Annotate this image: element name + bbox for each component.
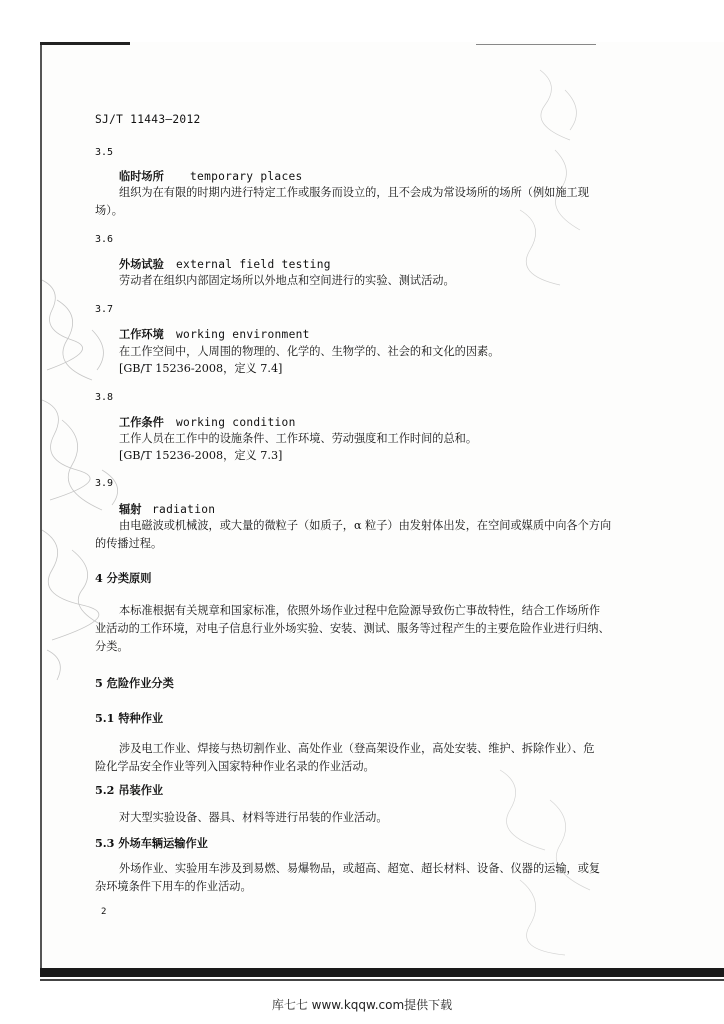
- section-4-para-line3: 分类。: [95, 640, 129, 653]
- section-heading-5: 5 危险作业分类: [95, 676, 174, 690]
- section-4-para-line2: 业活动的工作环境，对电子信息行业外场实验、安装、测试、服务等过程产生的主要危险作业进行归纳、: [95, 622, 610, 635]
- section-5-1-para-line1: 涉及电工作业、焊接与热切割作业、高处作业（登高架设作业，高处安装、维护、拆除作业）、危: [119, 742, 595, 755]
- bottom-rule-thin: [40, 979, 724, 981]
- section-4-para-line1: 本标准根据有关规章和国家标准，依照外场作业过程中危险源导致伤亡事故特性，结合工作场所作: [119, 604, 601, 617]
- term-cn-3-5: 临时场所: [119, 169, 164, 183]
- clause-number-3-9: 3.9: [95, 478, 114, 489]
- section-heading-4: 4 分类原则: [95, 571, 152, 585]
- standard-number: SJ/T 11443—2012: [95, 113, 201, 126]
- definition-3-5-line2: 场）。: [95, 204, 123, 217]
- clause-number-3-8: 3.8: [95, 392, 114, 403]
- reference-3-7: [GB/T 15236-2008，定义 7.4]: [119, 362, 283, 375]
- section-heading-5-2: 5.2 吊装作业: [95, 783, 164, 797]
- page-number: 2: [101, 907, 107, 917]
- top-rule-right: [476, 44, 596, 45]
- definition-3-8: 工作人员在工作中的设施条件、工作环境、劳动强度和工作时间的总和。: [119, 432, 478, 445]
- term-cn-3-8: 工作条件: [119, 415, 164, 429]
- section-heading-5-1: 5.1 特种作业: [95, 711, 164, 725]
- term-en-3-9: radiation: [152, 503, 216, 516]
- definition-3-5-line1: 组织为在有限的时期内进行特定工作或服务而设立的，且不会成为常设场所的场所（例如施工现: [119, 186, 589, 199]
- section-5-2-para: 对大型实验设备、器具、材料等进行吊装的作业活动。: [119, 811, 388, 824]
- page-left-edge: [40, 45, 42, 970]
- section-5-1-para-line2: 险化学品安全作业等列入国家特种作业名录的作业活动。: [95, 760, 375, 773]
- section-5-3-para-line1: 外场作业、实验用车涉及到易燃、易爆物品，或超高、超宽、超长材料、设备、仪器的运输，或复: [119, 862, 601, 875]
- term-cn-3-6: 外场试验: [119, 257, 164, 271]
- term-cn-3-7: 工作环境: [119, 327, 164, 341]
- clause-number-3-5: 3.5: [95, 147, 114, 158]
- definition-3-7: 在工作空间中，人周围的物理的、化学的、生物学的、社会的和文化的因素。: [119, 345, 500, 358]
- term-cn-3-9: 辐射: [119, 502, 142, 516]
- clause-number-3-7: 3.7: [95, 304, 114, 315]
- top-rule: [40, 42, 130, 45]
- term-en-3-5: temporary places: [190, 170, 303, 183]
- section-heading-5-3: 5.3 外场车辆运输作业: [95, 836, 208, 850]
- bottom-rule: [40, 968, 724, 977]
- clause-number-3-6: 3.6: [95, 234, 114, 245]
- definition-3-9-line2: 的传播过程。: [95, 537, 163, 550]
- download-footer: 库七七 www.kqqw.com提供下载: [271, 998, 453, 1012]
- reference-3-8: [GB/T 15236-2008，定义 7.3]: [119, 449, 283, 462]
- definition-3-6: 劳动者在组织内部固定场所以外地点和空间进行的实验、测试活动。: [119, 274, 455, 287]
- term-en-3-6: external field testing: [176, 258, 331, 271]
- term-en-3-7: working environment: [176, 328, 310, 341]
- term-en-3-8: working condition: [176, 416, 296, 429]
- section-5-3-para-line2: 杂环境条件下用车的作业活动。: [95, 880, 252, 893]
- definition-3-9-line1: 由电磁波或机械波，或大量的微粒子（如质子，α 粒子）由发射体出发，在空间或媒质中向各个方向: [119, 519, 612, 532]
